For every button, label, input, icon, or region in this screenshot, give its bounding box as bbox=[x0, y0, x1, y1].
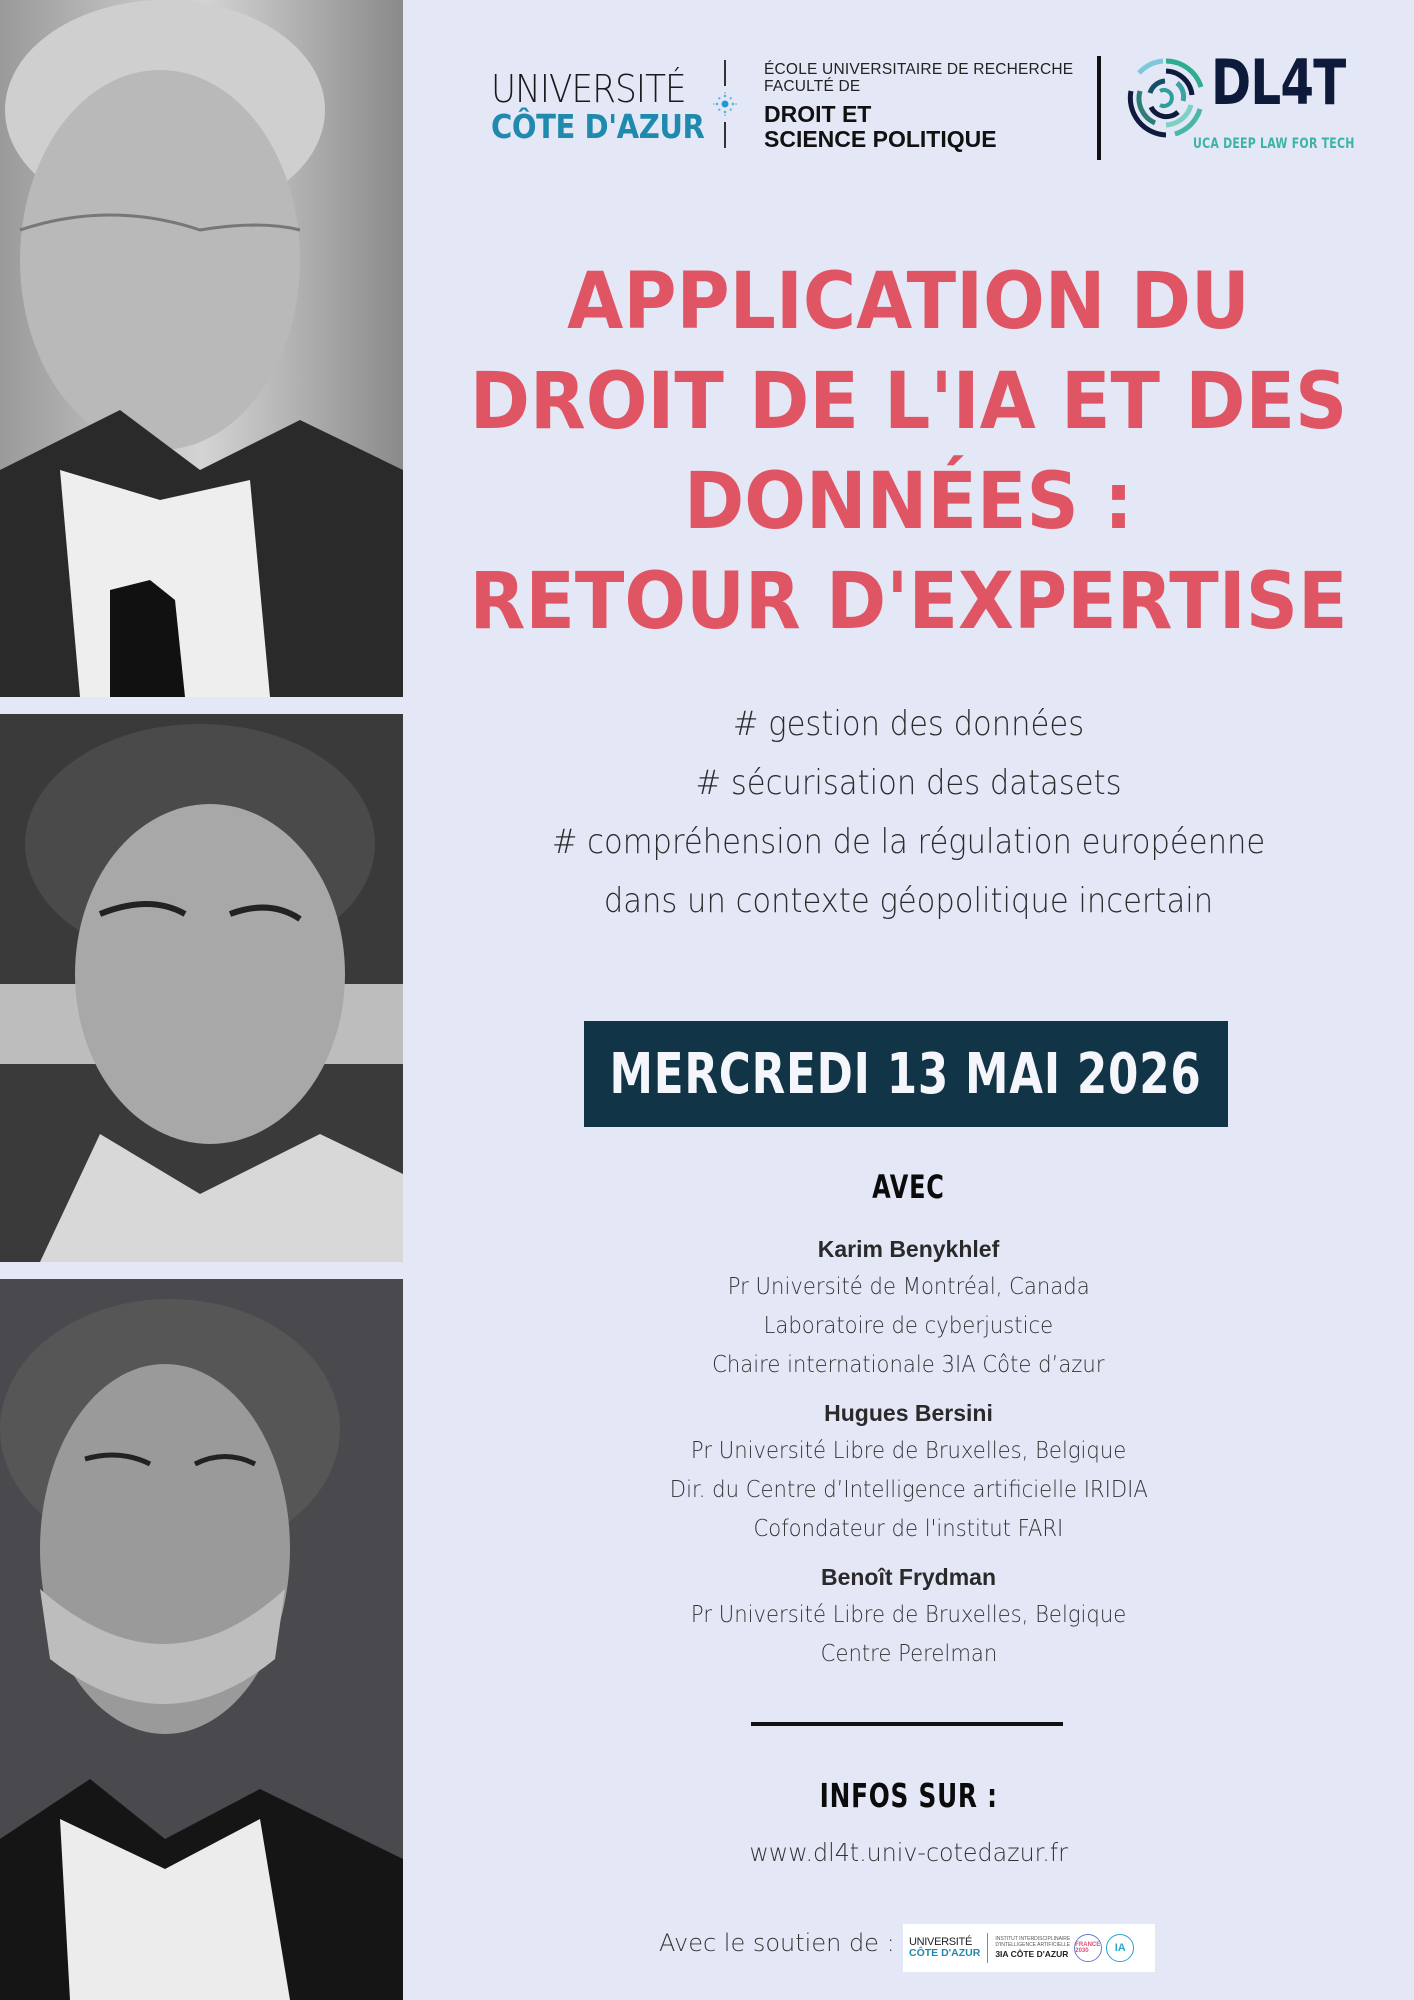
speaker-entry bbox=[403, 1558, 1414, 1674]
sponsor-uca-logo: UNIVERSITÉ CÔTE D'AZUR bbox=[909, 1936, 981, 1960]
speaker-affiliation: Cofondateur de l'institut FARI bbox=[753, 1516, 1064, 1542]
event-date: MERCREDI 13 MAI 2026 bbox=[609, 1041, 1203, 1107]
dl4t-subtitle: UCA DEEP LAW FOR TECH bbox=[1193, 136, 1355, 152]
title-line: RETOUR D'EXPERTISE bbox=[469, 557, 1348, 647]
faculty-school-label: ÉCOLE UNIVERSITAIRE DE RECHERCHE bbox=[764, 61, 1074, 78]
title-line: DONNÉES : bbox=[684, 457, 1133, 547]
speakers-heading: AVEC bbox=[872, 1168, 945, 1206]
speaker-photo-1 bbox=[0, 0, 403, 697]
title-line: DROIT DE L'IA ET DES bbox=[469, 357, 1348, 447]
speaker-affiliation: Pr Université Libre de Bruxelles, Belgique bbox=[690, 1438, 1127, 1464]
university-line-2: CÔTE D'AZUR bbox=[491, 107, 705, 146]
speaker-affiliation: Pr Université Libre de Bruxelles, Belgique bbox=[690, 1602, 1127, 1628]
event-date-banner bbox=[584, 1021, 1228, 1127]
faculty-name-line-2: SCIENCE POLITIQUE bbox=[764, 126, 997, 153]
topic-tag: dans un contexte géopolitique incertain bbox=[603, 881, 1214, 921]
sponsor-logos bbox=[903, 1924, 1155, 1972]
speaker-photo-2 bbox=[0, 714, 403, 1262]
support-label: Avec le soutien de : bbox=[659, 1929, 895, 1957]
speaker-affiliation: Centre Perelman bbox=[820, 1641, 997, 1667]
speakers-list bbox=[403, 1230, 1414, 1683]
sponsor-separator bbox=[987, 1933, 988, 1963]
speaker-affiliation: Laboratoire de cyberjustice bbox=[763, 1313, 1054, 1339]
dl4t-circular-logo-icon bbox=[1125, 57, 1207, 139]
speaker-name: Benoît Frydman bbox=[820, 1564, 997, 1590]
poster-content bbox=[403, 0, 1414, 2000]
infos-heading: INFOS SUR : bbox=[819, 1776, 998, 1815]
uca-dot-star-icon bbox=[713, 92, 737, 116]
speaker-name: Hugues Bersini bbox=[824, 1400, 993, 1426]
title-line: APPLICATION DU bbox=[567, 257, 1250, 347]
speaker-name: Karim Benykhlef bbox=[817, 1236, 1000, 1262]
header-divider bbox=[1097, 56, 1101, 160]
event-title bbox=[403, 252, 1414, 652]
sponsor-3ia-logo: INSTITUT INTERDISCIPLINAIRE D'INTELLIGENCE ARTIFICIELLE 3IA CÔTE D'AZUR bbox=[995, 1936, 1071, 1959]
faculty-name-line-1: DROIT ET bbox=[764, 100, 872, 127]
topic-tag: # compréhension de la régulation européenne bbox=[551, 822, 1266, 862]
france-2030-badge-icon: FRANCE 2030 bbox=[1074, 1934, 1102, 1962]
speaker-entry bbox=[403, 1230, 1414, 1385]
faculty-logo-text bbox=[764, 61, 1073, 152]
universite-cote-dazur-logo bbox=[491, 67, 733, 146]
university-line-1: UNIVERSITÉ bbox=[491, 67, 686, 111]
section-divider bbox=[751, 1722, 1063, 1726]
speaker-affiliation: Pr Université de Montréal, Canada bbox=[727, 1274, 1090, 1300]
topic-tag: # sécurisation des datasets bbox=[695, 763, 1122, 803]
speaker-entry bbox=[403, 1394, 1414, 1549]
topic-tag: # gestion des données bbox=[732, 704, 1085, 744]
faculty-prefix-label: FACULTÉ DE bbox=[764, 78, 861, 96]
ia-cluster-badge-icon: IA bbox=[1106, 1934, 1134, 1962]
dl4t-wordmark: DL4T bbox=[1211, 46, 1346, 119]
speaker-affiliation: Dir. du Centre d’Intelligence artificielle IRIDIA bbox=[669, 1477, 1148, 1503]
info-url[interactable]: www.dl4t.univ-cotedazur.fr bbox=[749, 1838, 1068, 1867]
speaker-affiliation: Chaire internationale 3IA Côte d’azur bbox=[712, 1352, 1105, 1378]
speaker-photo-3 bbox=[0, 1279, 403, 2000]
topic-tags bbox=[403, 695, 1414, 931]
